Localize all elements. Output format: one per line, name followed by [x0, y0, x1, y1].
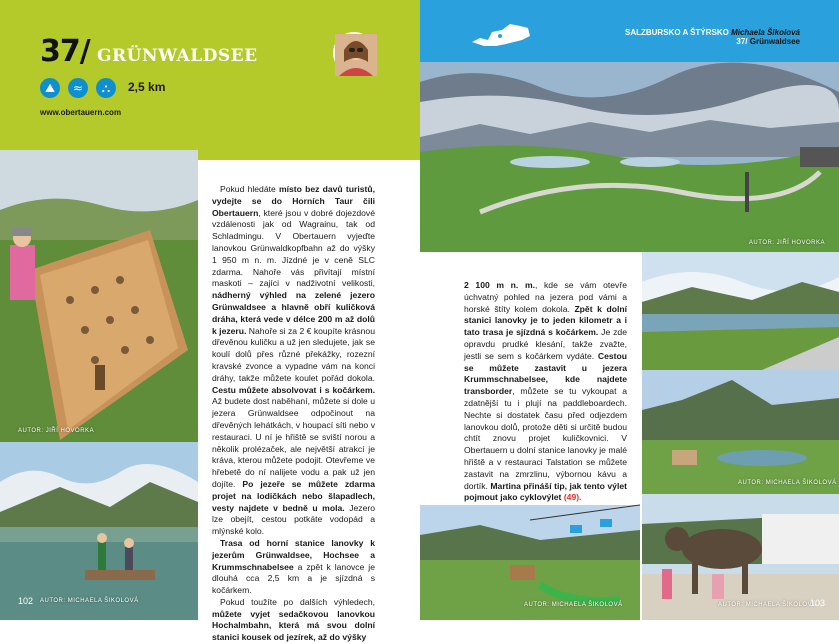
text-run: Trasa od horní stanice lanovky k jezerům Grünwaldsee, Hochsee a Krummschnabelsee — [212, 537, 375, 572]
distance: 2,5 km — [128, 80, 166, 94]
paragraph — [464, 280, 627, 504]
photo-marble-run — [0, 150, 198, 442]
left-body-text — [212, 184, 375, 644]
text-run: Jezero lze obejít, cestou potkáte vodopád a mlýnské kolo. — [212, 502, 375, 537]
photo-cow — [642, 494, 839, 620]
text-run: Nahoře si za 2 € koupíte krásnou dřevěnou kuličku a už jen sledujete, jak se koulí dolů přes různé překážky, rozezní kravské zvonce a vypadne vám na konci dráhy, takže můžete koulet pořád dokola. — [212, 325, 375, 383]
photo-credit: AUTOR: JIŘÍ HOVORKA — [18, 428, 95, 434]
text-run: Je zde opravdu prudké klesání, takže zvažte, jestli se sem s kočárkem vydáte. — [464, 327, 627, 361]
water-icon: ≈ — [68, 78, 88, 98]
photo-lake-raft — [0, 442, 198, 620]
page-number-left: 102 — [18, 596, 34, 606]
text-run: místo bez davů turistů, vydejte se do Horních Taur čili Obertauern — [212, 184, 375, 218]
activity-icons — [40, 78, 116, 98]
text-run: 2 100 m n. m. — [464, 280, 535, 290]
text-run: Cestou se můžete zastavit u jezera Krummschnabelsee, kde najdete transborder — [464, 350, 627, 397]
text-run: Až budete dost naběhaní, můžete si dole u jezera Grünwaldsee odpočinout na dřevěných lehátkách, v houpací síti nebo v restauraci. U ní je hřiště se sviští norou a několik prolézaček, ale největší atrakcí je kráva, kterou můžete podojit. Otevřeme ve hřebetě do ní nalijete vodu a pak už jen dojíte. — [212, 396, 375, 489]
sub-title: Grünwaldsee — [749, 37, 800, 46]
photo-chairlift — [420, 505, 640, 620]
right-body-text — [464, 280, 627, 504]
photo-panorama — [420, 62, 839, 252]
text-run: Pokud hledáte — [220, 184, 279, 194]
text-run: , které jsou v dobré dojezdové vzdálenosti jak od Wagrainu, tak od Schladmingu. V Obertauern vyjeďte lanovkou Grünwaldkopfbahn až do výšky 1 950 m n. m. Jízdné je v ceně SLC zdarma. Nahoře vás přivítají místní maskoti – zajíci v nadživotní velikosti, — [212, 207, 375, 289]
author-avatar — [333, 32, 375, 74]
text-run: Po jezeře se můžete zdarma projet na lodičkách nebo šlapadlech, vesty najdete v bedně u mola. — [212, 478, 375, 513]
trip-title: GRÜNWALDSEE — [97, 46, 258, 66]
text-run: můžete vyjet sedačkovou lanovkou Hochalmbahn, která má svou dolní stanici kousek od jezírek, až do výšky — [212, 608, 375, 643]
photo-credit: AUTOR: MICHAELA ŠIKOLOVÁ — [718, 602, 817, 608]
text-run: nádherný výhled na zelené jezero Grünwaldsee a hlavně obří kuličková dráha, která vede v délce 200 m až dolů k jezeru. — [212, 290, 375, 336]
hiking-icon: ⛰ — [40, 78, 60, 98]
paragraph — [212, 538, 375, 597]
photo-credit: AUTOR: JIŘÍ HOVORKA — [748, 240, 825, 246]
text-run: Cestu můžete absolvovat i s kočárkem. — [212, 384, 375, 395]
trip-number: 37/ — [40, 34, 90, 69]
website-link[interactable]: www.obertauern.com — [40, 108, 122, 117]
author-name: Michaela Šikolová — [731, 28, 800, 37]
paragraph — [212, 597, 375, 644]
text-run: , můžete se tu vykoupat a zdatnější tu i plují na paddleboardech. Nechte si dostatek času před odjezdem lanovkou dolů, protože děti si určitě budou chtít znovu projet kuličkovnici. V Obertauern u dolní stanice lanovky je malé hřiště a v restauraci Talstation se můžete zastavit na zmrzlinu, výbornou kávu a dortík. — [464, 386, 627, 491]
text-run: Zpět k dolní stanici lanovky je to jeden kilometr a i tato trasa je sjízdná s kočárkem. — [464, 303, 627, 338]
paragraph — [212, 184, 375, 538]
photo-restaurant-lake — [642, 370, 839, 494]
photo-credit: AUTOR: MICHAELA ŠIKOLOVÁ — [524, 602, 623, 608]
sub-number: 37/ — [736, 37, 748, 46]
text-run: Pokud toužíte po dalších výhledech, — [220, 596, 375, 607]
photo-credit: AUTOR: MICHAELA ŠIKOLOVÁ — [40, 598, 139, 604]
mountain-icon: ⛬ — [96, 78, 116, 98]
austria-map-icon — [470, 20, 532, 52]
photo-credit: AUTOR: MICHAELA ŠIKOLOVÁ — [738, 480, 837, 486]
cross-reference[interactable]: (49). — [563, 492, 582, 503]
text-run: , kde se vám otevře úchvatný pohled na jezera pod vámi a horské štíty kolem dokola. — [464, 280, 627, 314]
text-run: a zpět k lanovce je dlouhá cca 2,5 km a je sjízdná s kočárkem. — [212, 561, 375, 596]
page-number-right: 103 — [809, 598, 825, 608]
photo-lake-view — [642, 252, 839, 370]
region-name: SALZBURSKO A ŠTÝRSKO — [624, 28, 729, 37]
text-run: Martina přináší tip, jak tento výlet pojmout jako cyklovýlet — [464, 480, 627, 503]
running-header — [600, 28, 800, 46]
